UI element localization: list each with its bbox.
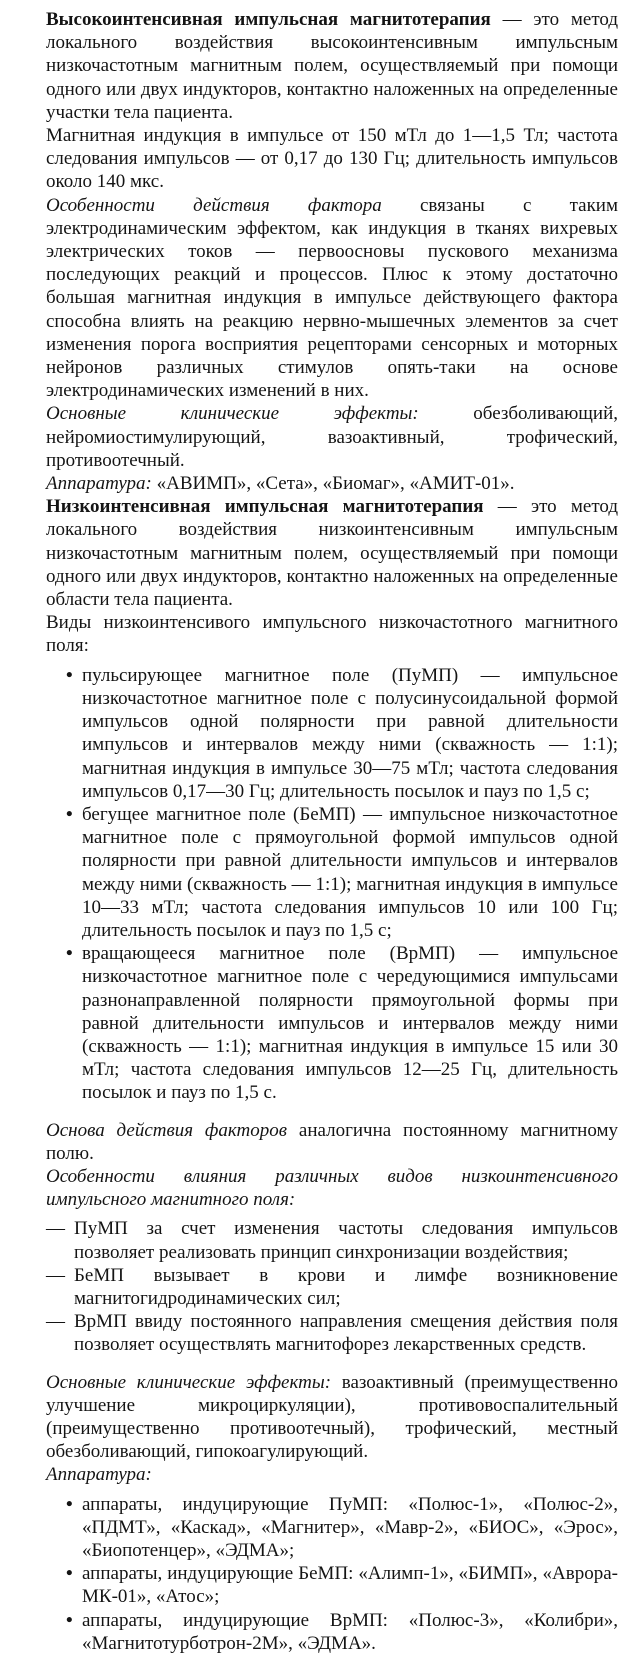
list-item: • аппараты, индуцирующие ВрМП: «Полюс-3», «Колибри», «Магнитотурботрон-2М», «ЭДМА». bbox=[68, 1609, 618, 1655]
label-action-basis: Основа действия факторов bbox=[46, 1119, 288, 1141]
paragraph-clinical-effects-2 bbox=[46, 1371, 618, 1464]
list-item: • бегущее магнитное поле (БеМП) — импульсное низкочастотное магнитное поле с прямоугольной формой импульсов одной полярности при равной длительности импульсов и интервалов между ними (скважность — 1:1); магнитная индукция в импульсе 10—33 мТл; частота следования импульсов 10 или 100 Гц; длительность посылок и пауз по 1,5 с; bbox=[68, 803, 618, 942]
list-item: • аппараты, индуцирующие БеМП: «Алимп-1», «БИМП», «Аврора-МК-01», «Атос»; bbox=[68, 1562, 618, 1608]
label-equipment-1: Аппаратура: bbox=[46, 473, 152, 495]
label-clinical-effects-2: Основные клинические эффекты: bbox=[46, 1371, 332, 1393]
paragraph-influence-features bbox=[46, 1165, 618, 1211]
action-basis-text: аналогична постоянному магнитному полю. bbox=[46, 1119, 618, 1164]
equipment-list bbox=[46, 1493, 618, 1655]
paragraph-action-basis bbox=[46, 1119, 618, 1165]
low-intensity-definition-text: — это метод локального воздействия низкоинтенсивным импульсным низкочастотным магнитным полем, осуществляемый при помощи одного или двух индукторов, контактно наложенных на определенные области тела пациента. bbox=[46, 496, 618, 611]
paragraph-equipment-2 bbox=[46, 1463, 618, 1486]
paragraph-field-types-intro: Виды низкоинтенсивого импульсного низкочастотного магнитного поля: bbox=[46, 612, 618, 657]
list-item: — БеМП вызывает в крови и лимфе возникновение магнитогидродинамических сил; bbox=[46, 1264, 618, 1310]
label-influence-features: Особенности влияния различных видов низкоинтенсивного импульсного магнитного поля: bbox=[46, 1165, 618, 1211]
label-action-features: Особенности действия фактора bbox=[46, 194, 382, 216]
features-list bbox=[46, 1217, 618, 1356]
clinical-effects-1-text: обезболивающий, нейромиостимулирующий, вазоактивный, трофический, противоотечный. bbox=[46, 403, 619, 471]
term-low-intensity: Низкоинтенсивная импульсная магнитотерапия bbox=[46, 496, 484, 518]
list-item: • вращающееся магнитное поле (ВрМП) — импульсное низкочастотное магнитное поле с чередующимися импульсами разнонаправленной полярности прямоугольной формы при равной длительности импульсов и интервалов между ними (скважность — 1:1); магнитная индукция в импульсе 15 или 30 мТл; частота следования импульсов 12—25 Гц, длительность посылок и пауз по 1,5 с. bbox=[68, 942, 618, 1104]
paragraph-high-intensity-parameters: Магнитная индукция в импульсе от 150 мТл до 1—1,5 Тл; частота следования импульсов — от 0,17 до 130 Гц; длительность импульсов около 140 мкс. bbox=[46, 125, 618, 193]
label-equipment-2: Аппаратура: bbox=[46, 1464, 152, 1486]
action-features-text: связаны с таким электродинамическим эффектом, как индукция в тканях вихревых электрических токов — первоосновы пускового механизма последующих реакций и процессов. Плюс к этому достаточно большая магнитная индукция в импульсе действующего фактора способна влиять на реакцию нервно-мышечных элементов за счет изменения порога восприятия рецепторами сенсорных и моторных нейронов различных стимулов опять-таки на основе электродинамических изменений в них. bbox=[46, 194, 618, 402]
field-types-list bbox=[46, 664, 618, 1105]
paragraph-low-intensity-definition bbox=[46, 495, 618, 611]
paragraph-high-intensity-definition bbox=[46, 8, 618, 124]
definition-text: — это метод локального воздействия высокоинтенсивным импульсным низкочастотным магнитным полем, осуществляемый при помощи одного или двух индукторов, контактно наложенных на определенные участки тела пациента. bbox=[46, 9, 618, 123]
list-item: — ВрМП ввиду постоянного направления смещения действия поля позволяет осуществлять магнитофорез лекарственных средств. bbox=[46, 1310, 618, 1356]
paragraph-equipment-1 bbox=[46, 472, 618, 495]
equipment-1-text: «АВИМП», «Сета», «Биомаг», «АМИТ-01». bbox=[151, 473, 515, 495]
paragraph-action-features bbox=[46, 194, 618, 403]
label-clinical-effects-1: Основные клинические эффекты: bbox=[46, 403, 419, 425]
document-page bbox=[46, 8, 618, 1655]
list-item: • пульсирующее магнитное поле (ПуМП) — импульсное низкочастотное магнитное поле с полусинусоидальной формой импульсов одной полярности при равной длительности импульсов и интервалов между ними (скважность — 1:1); магнитная индукция в импульсе 30—75 мТл; частота следования импульсов 0,17—30 Гц; длительность посылок и пауз по 1,5 с; bbox=[68, 664, 618, 803]
list-item: — ПуМП за счет изменения частоты следования импульсов позволяет реализовать принцип синхронизации воздействия; bbox=[46, 1217, 618, 1263]
paragraph-clinical-effects-1 bbox=[46, 402, 618, 472]
list-item: • аппараты, индуцирующие ПуМП: «Полюс-1», «Полюс-2», «ПДМТ», «Каскад», «Магнитер», «Мавр-2», «БИОС», «Эрос», «Биопотенцер», «ЭДМА»; bbox=[68, 1493, 618, 1563]
term-high-intensity: Высокоинтенсивная импульсная магнитотерапия bbox=[46, 9, 491, 30]
clinical-effects-2-text: вазоактивный (преимущественно улучшение микроциркуляции), противовоспалительный (преимущественно противоотечный), трофический, местный обезболивающий, гипокоагулирующий. bbox=[46, 1371, 618, 1463]
